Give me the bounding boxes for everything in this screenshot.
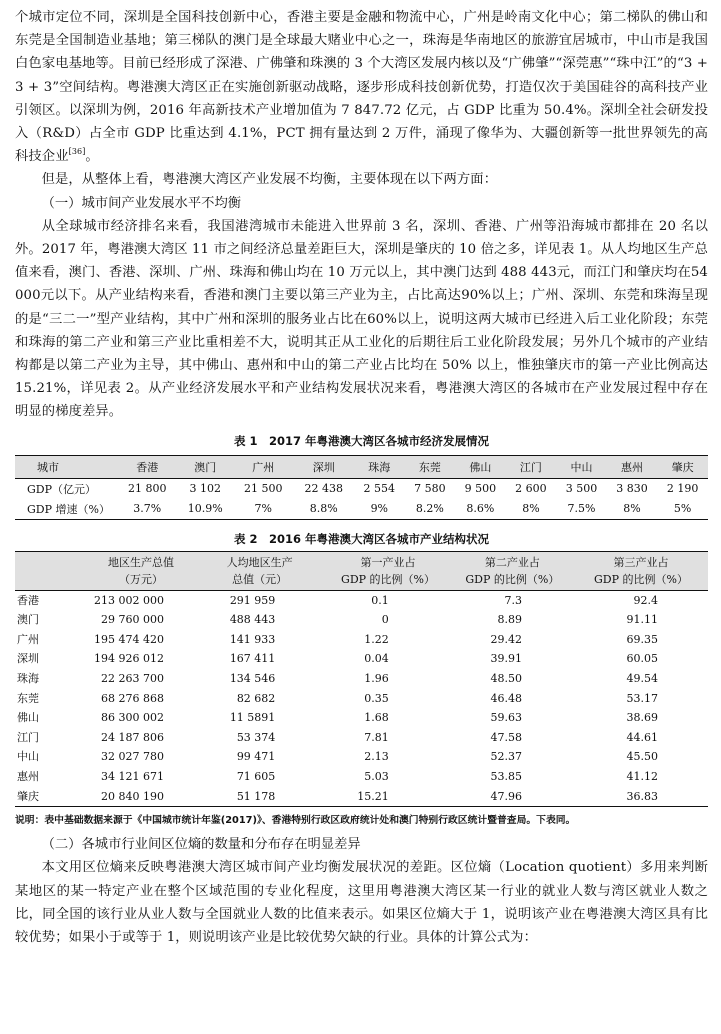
table1-city-header: 佛山 [455,455,506,478]
table2-row [15,649,708,669]
table2-cell: 7.81 [364,730,389,744]
table2-cell: 7.3 [504,593,522,607]
table2-cell: 71 605 [236,770,276,783]
table2-cell: 51 178 [194,787,325,807]
table1-cell: 8% [607,499,658,520]
table2-cell: 488 443 [229,613,276,627]
table2-cell: 44.61 [626,730,658,744]
table2-cell: 91.11 [626,613,658,627]
table2-cell: 82 682 [236,691,276,705]
table2-cell: 167 411 [229,652,276,666]
table1-city-header: 珠海 [354,455,405,478]
table2-cell: 0 [381,613,389,627]
table1-cell: 8.6% [455,499,506,520]
table2-cell: 32 027 780 [101,750,164,764]
table2-cell: 0.04 [364,652,389,666]
table1-caption: 表 1 2017 年粤港澳大湾区各城市经济发展情况 [233,433,489,448]
table1-city-header: 东莞 [405,455,456,478]
table1-cell: 3 102 [189,482,221,496]
table2-row [15,747,708,767]
table2-column-header: 地区生产总值 （万元） [88,551,194,590]
table2-cell: 39.91 [490,652,522,666]
table2-row [15,689,708,709]
section2-heading: （二）各城市行业间区位熵的数量和分布存在明显差异 [41,837,361,853]
table2-cell: 1.22 [364,632,389,646]
table1-row [15,499,708,520]
table1-cell: 3 830 [616,482,648,496]
table2-column-header: 第二产业占 GDP 的比例（%） [451,551,574,590]
table2-cell: 69.35 [626,632,658,646]
section1-paragraph: 从全球城市经济排名来看，我国港湾城市未能进入世界前 3 名，深圳、香港、广州等沿海城市都排在 20 名以外。2017 年，粤港澳大湾区 11 市之间经济总量差距巨大，深圳是肇庆的 10 倍之多，详见表 1。从人均地区生产总值来看，澳门、香港、深圳、广州、珠海和佛山均在 10 万元以上，其中澳门达到 488 443元，而江门和肇庆均在54 000元以下。从产业结构来看，香港和澳门主要以第三产业为主，占比高达90%以上；广州、深圳、东莞和珠海呈现的是“三二一”型产业结构，其中广州和深圳的服务业占比在60%以上，说明这两大城市已经进入后工业化阶段；东莞和珠海的第二产业和第三产业比重相差不大，说明其正从工业化的后期往后工业化阶段发展；另外几个城市的产业结构都是以第二产业为主导，其中佛山、惠州和中山的第二产业占比均在 50% 以上，惟独肇庆市的第一产业比例高达 15.21%，详见表 2。从产业经济发展水平和产业结构发展状况来看，粤港澳大湾区的各城市在产业发展过程中存在明显的梯度差异。 [15,218,708,420]
table1-cell: 2 600 [515,482,547,496]
table2-cell: 52.37 [490,750,522,764]
table1-cell: 7% [233,499,294,520]
table1-corner: 城市 [15,455,117,478]
intro-paragraph: 个城市定位不同，深圳是全国科技创新中心，香港主要是金融和物流中心，广州是岭南文化中心；第二梯队的佛山和东莞是全国制造业基地；第三梯队的澳门是全球最大赌业中心之一，珠海是华南地区的旅游宜居城市，中山市是我国白色家电基地等。目前已经形成了深港、广佛肇和珠澳的 3 个大湾区发展内核以及“广佛肇”“深莞惠”“珠中江”的“3 + 3 + 3”空间结构。粤港澳大湾区正在实施创新驱动战略，逐步形成科技创新优势，打造仅次于美国硅谷的高科技产业引领区。以深圳为例，2016 年高新技术产业增加值为 7 847.72 亿元，占 GDP 比重为 50.4%。深圳全社会研发投入（R&D）占全市 GDP 比重达到 4.1%，PCT 拥有量达到 2 万件，涌现了像华为、大疆创新等一批世界领先的高科技企业[36]。 [15,10,708,165]
table2-cell: 36.83 [574,787,708,807]
table2-city-cell: 澳门 [17,613,39,627]
table2-city-cell: 江门 [17,730,39,744]
table1-cell: 21 500 [243,482,283,496]
section2-paragraph: 本文用区位熵来反映粤港澳大湾区城市间产业均衡发展状况的差距。区位熵（Location quotient）多用来判断某地区的某一特定产业在整个区域范围的专业化程度，这里用粤港澳大湾区某一行业的就业人数与湾区就业人数之比，同全国的该行业从业人数与全国就业人数的比值来表示。如果区位熵大于 1，说明该产业在粤港澳大湾区具有比较优势；如果小于或等于 1，则说明该产业是比较优势欠缺的行业。具体的计算公式为： [15,860,708,945]
table2-cell: 99 471 [236,750,276,764]
table1-cell: 21 800 [128,482,167,496]
table2-cell: 47.96 [451,787,574,807]
table2-row [15,590,708,610]
table1-cell: 7 580 [414,482,446,496]
table2-cell: 195 474 420 [94,632,164,646]
table2-city-cell: 东莞 [17,691,39,705]
table2-cell: 0.1 [371,593,389,607]
table2-cell: 68 276 868 [101,691,164,705]
table2-column-header: 人均地区生产 总值（元） [194,551,325,590]
table2-city-cell: 广州 [17,632,39,646]
table2 [15,551,708,808]
table2-cell: 45.50 [626,750,658,764]
table2-header-row [15,551,708,590]
citation-ref: [36] [68,147,86,157]
table2-column-header: 第一产业占 GDP 的比例（%） [325,551,450,590]
table1-row-label: GDP（亿元） [27,482,97,496]
table2-cell: 291 959 [229,593,276,607]
table2-cell: 194 926 012 [94,652,164,666]
table2-column-header: 第三产业占 GDP 的比例（%） [574,551,708,590]
table1-cell: 2 190 [666,482,699,496]
table2-city-cell: 香港 [17,593,39,607]
table2-cell: 53.85 [490,770,522,783]
table2-cell: 38.69 [626,711,658,725]
table1-row [15,478,708,499]
table1-city-header: 江门 [506,455,557,478]
table2-cell: 20 840 190 [88,787,194,807]
table2-column-header [15,551,88,590]
table2-cell: 15.21 [325,787,450,807]
table1-city-header: 广州 [233,455,294,478]
table2-cell: 29.42 [490,632,522,646]
transition-paragraph: 但是，从整体上看，粤港澳大湾区产业发展不均衡，主要体现在以下两方面： [41,172,498,188]
table1 [15,455,708,520]
table2-city-cell: 中山 [17,750,39,764]
table2-cell: 8.89 [497,613,522,627]
table1-city-header: 中山 [556,455,607,478]
table2-cell: 2.13 [364,750,389,764]
table2-cell: 34 121 671 [101,770,164,783]
table2-cell: 1.96 [364,672,389,686]
table2-cell: 24 187 806 [101,730,164,744]
table2-cell: 92.4 [633,593,658,607]
table2-cell: 41.12 [626,770,658,783]
table2-row [15,630,708,650]
paper-page [15,6,708,949]
table1-cell: 3.7% [117,499,178,520]
section1-heading: （一）城市间产业发展水平不均衡 [41,195,242,211]
table1-city-header: 澳门 [178,455,233,478]
table2-cell: 0.35 [364,691,389,705]
table1-header-row [15,455,708,478]
table1-cell: 8% [506,499,557,520]
table2-cell: 53.17 [626,691,658,705]
table2-row [15,767,708,787]
table1-cell: 8.8% [294,499,355,520]
table2-cell: 1.68 [364,711,389,725]
table2-city-cell: 肇庆 [15,787,88,807]
table1-cell: 8.2% [405,499,456,520]
table1-cell: 22 438 [304,482,343,496]
table2-cell: 47.58 [490,730,522,744]
table2-cell: 46.48 [490,691,522,705]
table2-cell: 59.63 [490,711,522,725]
table2-cell: 11 5891 [229,711,276,725]
table2-cell: 29 760 000 [101,613,164,627]
table2-row [15,669,708,689]
table2-row [15,708,708,728]
table1-cell: 9 500 [464,482,497,496]
table2-cell: 5.03 [364,770,389,783]
table1-city-header: 肇庆 [657,455,708,478]
table2-row [15,610,708,630]
table1-city-header: 香港 [117,455,178,478]
table2-cell: 48.50 [490,672,522,686]
table1-row-label: GDP 增速（%） [15,499,117,520]
table1-city-header: 深圳 [294,455,355,478]
table2-caption: 表 2 2016 年粤港澳大湾区各城市产业结构状况 [233,531,489,546]
table2-cell: 49.54 [626,672,658,686]
table2-cell: 141 933 [229,632,276,646]
table2-cell: 22 263 700 [101,672,164,686]
table2-row [15,787,708,807]
table1-cell: 5% [657,499,708,520]
table2-cell: 86 300 002 [101,711,164,725]
table1-cell: 9% [354,499,405,520]
table2-city-cell: 珠海 [17,672,39,686]
table1-cell: 2 554 [363,482,396,496]
table2-note: 说明：表中基础数据来源于《中国城市统计年鉴(2017)》、香港特别行政区政府统计处和澳门特别行政区统计暨普查局。下表同。 [15,815,576,827]
table2-cell: 134 546 [229,672,276,686]
table2-city-cell: 深圳 [17,652,39,666]
table2-cell: 213 002 000 [94,593,164,607]
table1-cell: 7.5% [556,499,607,520]
table1-cell: 3 500 [565,482,598,496]
table2-cell: 60.05 [626,652,658,666]
table2-city-cell: 佛山 [17,711,39,725]
table2-cell: 53 374 [236,730,276,744]
table2-city-cell: 惠州 [17,770,39,783]
table1-cell: 10.9% [178,499,233,520]
table2-row [15,728,708,748]
table1-city-header: 惠州 [607,455,658,478]
